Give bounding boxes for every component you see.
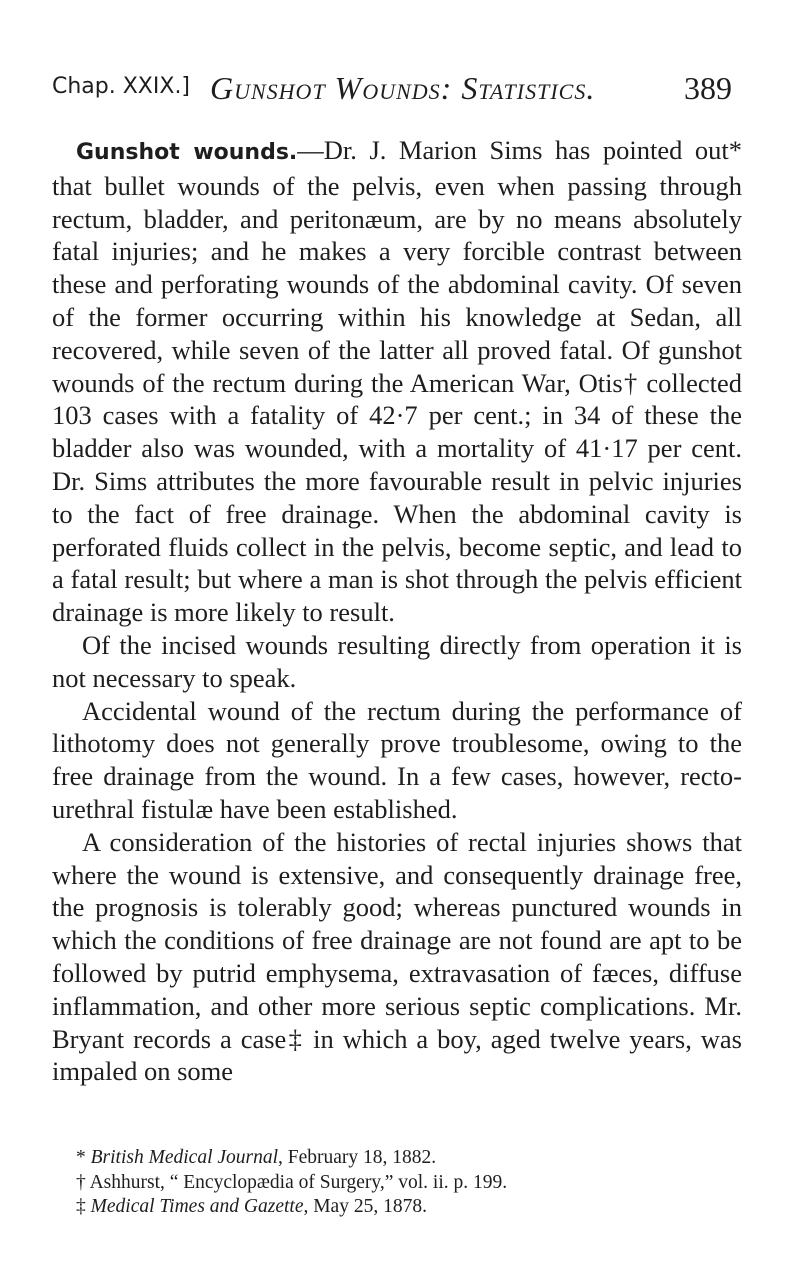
footnote [52, 1195, 742, 1220]
footnote [52, 1171, 742, 1196]
running-head [52, 70, 742, 114]
paragraph-gunshot-wounds [52, 134, 742, 629]
footnote-detail: , May 25, 1878. [303, 1196, 427, 1217]
paragraph-incised-wounds: Of the incised wounds resulting directly from operation it is not necessary to speak. [52, 629, 742, 693]
footnote-source: British Medical Journal [90, 1147, 279, 1168]
body-text [52, 134, 742, 1088]
section-lead-heading: Gunshot wounds. [76, 140, 298, 165]
book-page [52, 70, 742, 1088]
running-title: Gunshot Wounds: Statistics. [210, 70, 596, 106]
paragraph-consideration: A consideration of the histories of rectal injuries shows that where the wound is extensive, and consequently drainage free, the prognosis is tolerably good; whereas punctured wounds in which the conditions of free drainage are not found are apt to be followed by putrid emphysema, extravasation of fæces, diffuse inflammation, and other more serious septic complications. Mr. Bryant records a case‡ in which a boy, aged twelve years, was impaled on some [52, 826, 742, 1087]
footnote-detail: , February 18, 1882. [278, 1147, 437, 1168]
footnote-source: Ashhurst, “ Encyclopædia of Surgery,” vol. ii. p. 199. [89, 1171, 508, 1193]
page-number: 389 [684, 70, 732, 106]
paragraph-accidental-wound: Accidental wound of the rectum during the performance of lithotomy does not generally prove troublesome, owing to the free drainage from the wound. In a few cases, however, recto-urethral fistulæ have been established. [52, 695, 742, 824]
paragraph-text: —Dr. J. Marion Sims has pointed out* that bullet wounds of the pelvis, even when passing through rectum, bladder, and peritonæum, are by no means absolutely fatal injuries; and he makes a very forcible contrast between these and perforating wounds of the abdominal cavity. Of seven of the former occurring within his knowledge at Sedan, all recovered, while seven of the latter all proved fatal. Of gunshot wounds of the rectum during the American War, Otis† collected 103 cases with a fatality of 42·7 per cent.; in 34 of these the bladder also was wounded, with a mortality of 41·17 per cent. Dr. Sims attributes the more favourable result in pelvic injuries to the fact of free drainage. When the abdominal cavity is perforated fluids collect in the pelvis, become septic, and lead to a fatal result; but where a man is shot through the pelvis efficient drainage is more likely to result. [52, 135, 742, 628]
footnote-source: Medical Times and Gazette [90, 1196, 304, 1217]
chapter-label: Chap. XXIX.] [52, 74, 191, 99]
footnote-mark: * [76, 1147, 86, 1168]
footnotes [52, 1146, 742, 1220]
footnote [52, 1146, 742, 1171]
footnote-mark: † [76, 1171, 86, 1193]
footnote-mark: ‡ [76, 1196, 86, 1217]
